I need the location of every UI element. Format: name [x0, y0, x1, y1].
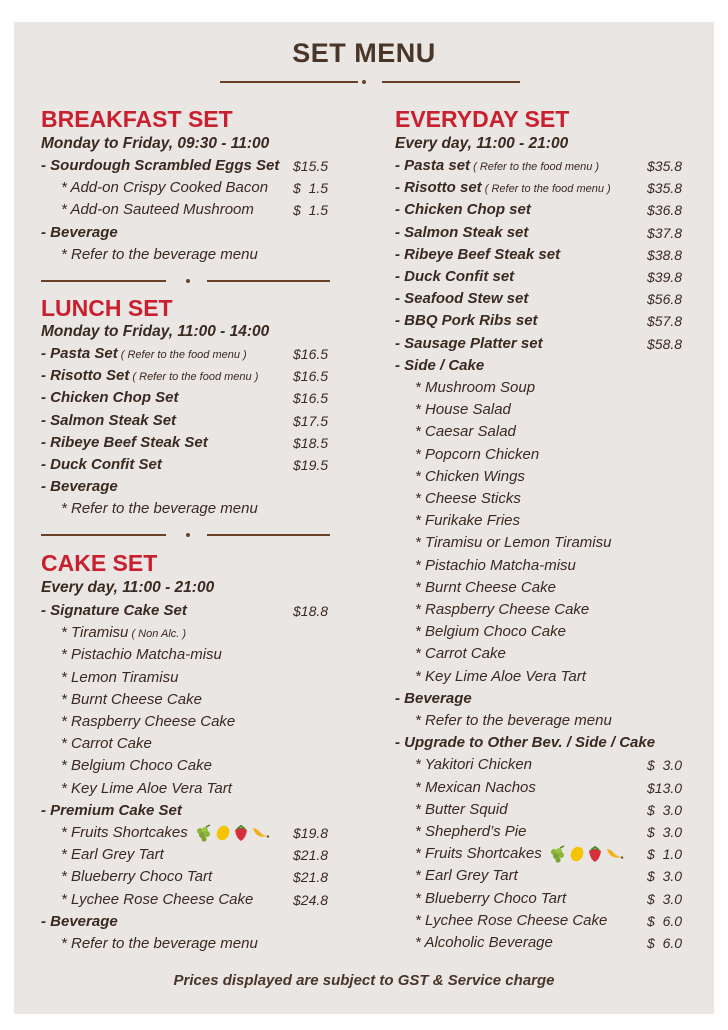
everyday-item	[395, 266, 697, 288]
item-label: - Beverage	[41, 223, 118, 241]
breakfast-item	[41, 155, 343, 177]
banana-icon	[250, 824, 270, 841]
cake-heading: CAKE SET	[41, 550, 158, 576]
title-rule-left	[220, 81, 358, 83]
cake-item	[61, 689, 343, 711]
lunch-item	[41, 432, 343, 454]
everyday-item	[415, 865, 697, 887]
cake-item	[61, 844, 343, 866]
item-note: ( Refer to the food menu )	[481, 183, 611, 196]
everyday-schedule: Every day, 11:00 - 21:00	[395, 135, 569, 152]
item-label: * Mushroom Soup	[415, 379, 536, 396]
item-label: * Raspberry Cheese Cake	[61, 713, 236, 730]
item-price: $38.8	[647, 246, 683, 263]
lunch-item	[41, 410, 343, 432]
item-label: * Carrot Cake	[61, 735, 152, 753]
everyday-item	[415, 666, 697, 688]
item-price: $18.8	[293, 603, 329, 619]
title-rule-right	[382, 81, 520, 83]
banana-icon	[604, 845, 624, 862]
item-price: $37.8	[647, 224, 683, 241]
lunch-item	[41, 476, 343, 498]
everyday-item	[415, 599, 697, 621]
lunch-item	[41, 343, 343, 365]
item-price: $19.8	[293, 825, 329, 841]
lemon-icon	[568, 845, 586, 862]
item-label: - Duck Confit Set	[41, 456, 162, 473]
item-price: $16.5	[293, 346, 329, 362]
item-price: $57.8	[647, 313, 683, 330]
item-price: $16.5	[293, 368, 329, 385]
fruit-icons	[194, 822, 270, 844]
everyday-item	[395, 688, 697, 710]
breakfast-item	[41, 222, 343, 244]
item-label: - Seafood Stew set	[395, 290, 529, 308]
breakfast-item	[61, 177, 343, 199]
item-label: - Risotto Set	[41, 367, 130, 385]
item-label: * Belgium Choco Cake	[61, 757, 212, 775]
cake-item	[41, 800, 343, 822]
everyday-item	[395, 310, 697, 332]
item-note: ( Refer to the food menu )	[470, 161, 600, 173]
divider-left-2a	[41, 534, 166, 536]
item-note: ( Refer to the food menu )	[117, 349, 247, 361]
item-label: - Ribeye Beef Steak set	[395, 245, 561, 263]
item-price: $ 3.0	[647, 890, 683, 907]
lunch-item	[41, 387, 343, 409]
cake-item	[61, 711, 343, 733]
item-label: - Premium Cake Set	[41, 801, 182, 819]
strawberry-icon	[232, 824, 250, 841]
item-label: - Side / Cake	[395, 356, 485, 374]
everyday-item	[395, 155, 697, 177]
item-note: ( Refer to the food menu )	[129, 371, 259, 384]
item-label: - Beverage	[41, 912, 118, 930]
page-title: SET MENU	[292, 38, 436, 68]
cake-item	[61, 822, 343, 844]
item-price: $ 1.0	[647, 846, 683, 863]
item-label: * Fruits Shortcakes	[61, 824, 188, 841]
item-label: * Fruits Shortcakes	[415, 845, 542, 863]
item-label: - Chicken Chop set	[395, 201, 531, 219]
item-price: $58.8	[647, 335, 683, 352]
item-label: * Key Lime Aloe Vera Tart	[415, 667, 586, 685]
item-label: * Chicken Wings	[415, 467, 525, 485]
item-label: * Add-on Sauteed Mushroom	[61, 201, 254, 219]
item-price: $35.8	[647, 158, 683, 174]
item-label: * Burnt Cheese Cake	[415, 578, 556, 596]
item-price: $ 6.0	[647, 935, 683, 951]
everyday-item	[415, 843, 697, 865]
everyday-item	[415, 621, 697, 643]
item-label: * Cheese Sticks	[415, 490, 521, 507]
everyday-item	[415, 444, 697, 466]
divider-dot-2	[186, 533, 190, 537]
everyday-item	[415, 577, 697, 599]
item-label: - Sausage Platter set	[395, 334, 543, 352]
fruit-icons	[548, 843, 624, 865]
cake-schedule: Every day, 11:00 - 21:00	[41, 579, 215, 596]
everyday-item	[415, 910, 697, 932]
lunch-heading: LUNCH SET	[41, 295, 173, 321]
everyday-item	[415, 710, 697, 732]
item-price: $ 3.0	[647, 868, 683, 885]
price-disclaimer: Prices displayed are subject to GST & Service charge	[173, 972, 555, 989]
cake-item	[61, 866, 343, 888]
item-price: $35.8	[647, 180, 683, 197]
cake-item	[61, 755, 343, 777]
strawberry-icon	[586, 845, 604, 862]
item-label: * Mexican Nachos	[415, 778, 536, 796]
item-label: - Chicken Chop Set	[41, 389, 179, 407]
item-price: $18.5	[293, 434, 329, 451]
cake-item	[61, 933, 343, 955]
everyday-item	[415, 643, 697, 665]
cake-item	[61, 889, 343, 911]
item-label: * Raspberry Cheese Cake	[415, 601, 590, 618]
everyday-item	[395, 177, 697, 199]
everyday-item	[415, 932, 697, 954]
everyday-item	[415, 821, 697, 843]
breakfast-item	[61, 199, 343, 221]
item-label: * Burnt Cheese Cake	[61, 690, 202, 708]
grapes-icon	[548, 845, 568, 862]
everyday-item	[395, 288, 697, 310]
item-label: * Refer to the beverage menu	[61, 245, 258, 263]
cake-item	[61, 667, 343, 689]
item-label: * Add-on Crispy Cooked Bacon	[61, 179, 269, 197]
everyday-item	[415, 532, 697, 554]
item-label: * Lychee Rose Cheese Cake	[61, 890, 254, 908]
title-rule-dot	[362, 80, 366, 84]
item-label: * Refer to the beverage menu	[61, 500, 258, 518]
item-label: - Pasta Set	[41, 345, 118, 362]
item-price: $16.5	[293, 390, 329, 407]
item-price: $39.8	[647, 269, 683, 285]
breakfast-item	[61, 244, 343, 266]
everyday-item	[395, 199, 697, 221]
lunch-schedule: Monday to Friday, 11:00 - 14:00	[41, 323, 270, 340]
item-price: $ 1.5	[293, 180, 329, 197]
lemon-icon	[214, 824, 232, 841]
item-label: - Ribeye Beef Steak Set	[41, 433, 208, 451]
item-label: - BBQ Pork Ribs set	[395, 312, 538, 330]
everyday-item	[415, 888, 697, 910]
item-label: - Beverage	[395, 689, 472, 707]
everyday-item	[415, 377, 697, 399]
everyday-item	[415, 488, 697, 510]
item-label: * Butter Squid	[415, 800, 508, 818]
item-label: * Earl Grey Tart	[415, 867, 518, 885]
item-label: - Pasta set	[395, 157, 471, 174]
item-label: * Blueberry Choco Tart	[61, 868, 213, 886]
item-label: * Yakitori Chicken	[415, 756, 532, 774]
item-price: $15.5	[293, 158, 329, 174]
item-price: $56.8	[647, 291, 683, 308]
breakfast-heading: BREAKFAST SET	[41, 106, 233, 132]
divider-left-2b	[207, 534, 330, 536]
item-label: * Tiramisu	[61, 624, 129, 642]
everyday-item	[395, 222, 697, 244]
item-label: * Caesar Salad	[415, 423, 516, 441]
lunch-item	[41, 365, 343, 387]
cake-item	[41, 600, 343, 622]
item-label: * Key Lime Aloe Vera Tart	[61, 779, 232, 797]
everyday-item	[415, 754, 697, 776]
cake-item	[61, 778, 343, 800]
divider-left-1b	[207, 280, 330, 282]
everyday-item	[395, 355, 697, 377]
everyday-item	[415, 421, 697, 443]
item-price: $ 3.0	[647, 801, 683, 818]
lunch-item	[61, 498, 343, 520]
item-price: $ 1.5	[293, 202, 329, 219]
item-label: * Refer to the beverage menu	[415, 712, 612, 729]
item-label: * Blueberry Choco Tart	[415, 889, 567, 907]
item-label: * Pistachio Matcha-misu	[61, 646, 222, 664]
item-label: * Furikake Fries	[415, 512, 521, 530]
item-label: - Salmon Steak Set	[41, 411, 177, 429]
item-label: - Salmon Steak set	[395, 223, 529, 241]
lunch-item	[41, 454, 343, 476]
breakfast-schedule: Monday to Friday, 09:30 - 11:00	[41, 135, 270, 152]
everyday-item	[415, 777, 697, 799]
everyday-item	[415, 799, 697, 821]
everyday-item	[415, 510, 697, 532]
everyday-item	[395, 732, 697, 754]
item-price: $24.8	[293, 891, 329, 908]
item-price: $17.5	[293, 412, 329, 429]
everyday-item	[415, 555, 697, 577]
item-label: * Carrot Cake	[415, 645, 506, 663]
cake-item	[61, 622, 343, 644]
item-price: $19.5	[293, 457, 329, 473]
item-note: ( Non Alc. )	[128, 628, 187, 641]
item-price: $21.8	[293, 847, 329, 864]
item-label: - Duck Confit set	[395, 268, 515, 285]
item-label: - Signature Cake Set	[41, 602, 187, 619]
cake-item	[61, 733, 343, 755]
item-label: * Earl Grey Tart	[61, 846, 164, 864]
item-price: $ 6.0	[647, 912, 683, 929]
item-price: $36.8	[647, 202, 683, 219]
item-price: $ 3.0	[647, 824, 683, 840]
item-label: * Lemon Tiramisu	[61, 668, 179, 686]
item-label: * Pistachio Matcha-misu	[415, 556, 576, 574]
item-price: $21.8	[293, 869, 329, 886]
item-label: - Risotto set	[395, 179, 482, 197]
item-price: $ 3.0	[647, 757, 683, 774]
item-label: * Lychee Rose Cheese Cake	[415, 911, 608, 929]
divider-dot-1	[186, 279, 190, 283]
item-label: * Belgium Choco Cake	[415, 623, 566, 641]
item-label: * Refer to the beverage menu	[61, 935, 258, 952]
everyday-heading: EVERYDAY SET	[395, 106, 570, 132]
item-label: - Beverage	[41, 478, 118, 496]
everyday-item	[415, 466, 697, 488]
item-label: * Tiramisu or Lemon Tiramisu	[415, 534, 612, 552]
divider-left-1a	[41, 280, 166, 282]
item-label: - Sourdough Scrambled Eggs Set	[41, 157, 280, 174]
item-price: $13.0	[647, 779, 683, 796]
item-label: * Alcoholic Beverage	[415, 934, 553, 951]
item-label: * Shepherd’s Pie	[415, 823, 527, 840]
everyday-item	[395, 244, 697, 266]
everyday-item	[415, 399, 697, 421]
item-label: * House Salad	[415, 401, 511, 419]
cake-item	[41, 911, 343, 933]
item-label: - Upgrade to Other Bev. / Side / Cake	[395, 734, 656, 752]
item-label: * Popcorn Chicken	[415, 445, 540, 463]
everyday-item	[395, 333, 697, 355]
grapes-icon	[194, 824, 214, 841]
cake-item	[61, 644, 343, 666]
